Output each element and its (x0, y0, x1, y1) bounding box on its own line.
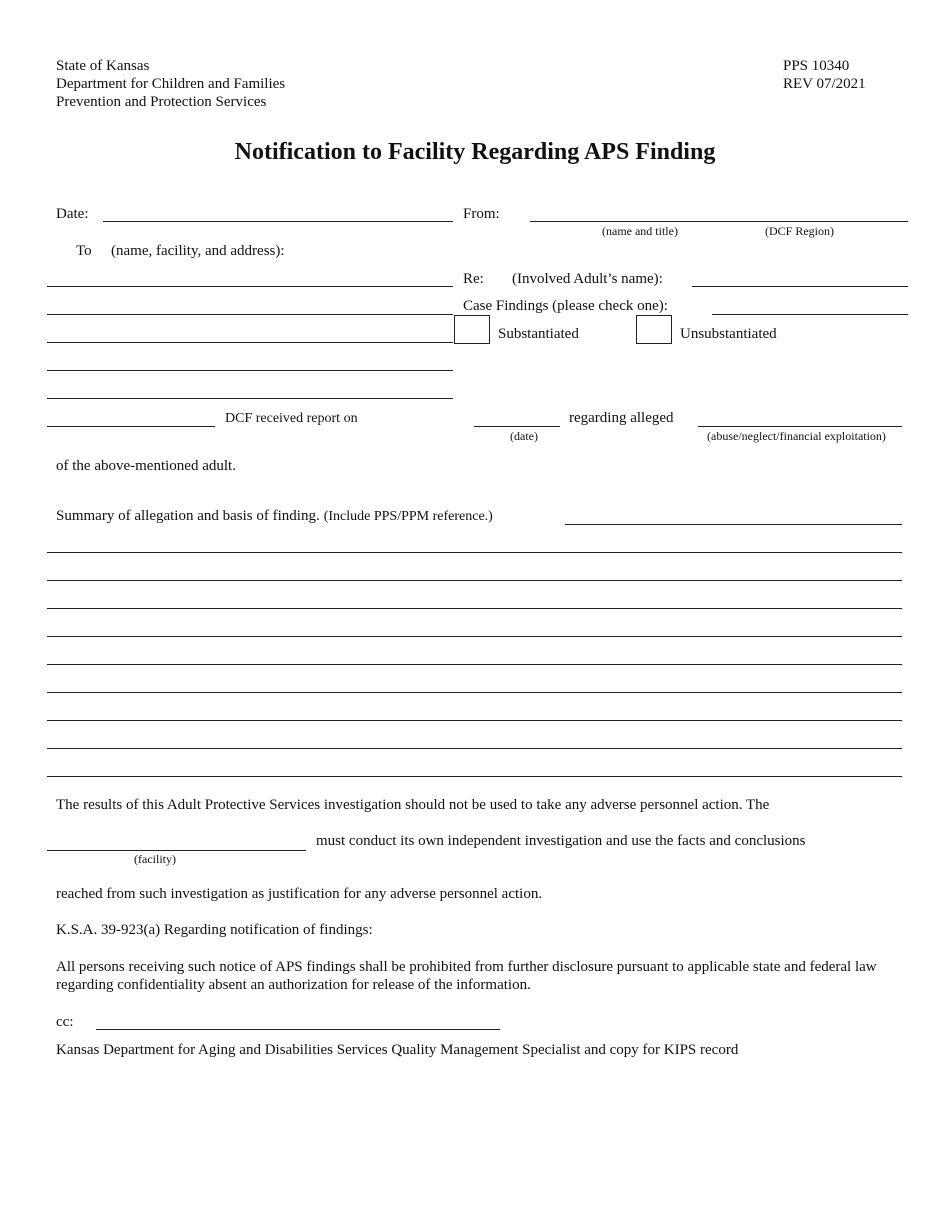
from-region-hint: (DCF Region) (765, 224, 834, 238)
summary-line[interactable] (47, 748, 902, 749)
regarding-label: regarding alleged (569, 410, 674, 426)
summary-line[interactable] (47, 580, 902, 581)
substantiated-label: Substantiated (498, 326, 579, 342)
to-address-line-5[interactable] (47, 398, 453, 399)
from-field[interactable] (530, 221, 908, 222)
summary-line[interactable] (47, 552, 902, 553)
summary-label: Summary of allegation and basis of finding. (56, 508, 320, 524)
page-title: Notification to Facility Regarding APS Finding (234, 139, 716, 165)
summary-line-0[interactable] (565, 524, 902, 525)
re-label: Re: (463, 271, 484, 287)
to-address-line-1[interactable] (47, 286, 453, 287)
kdads-text: Kansas Department for Aging and Disabilities Services Quality Management Specialist and copy for KIPS record (56, 1042, 739, 1058)
form-revision: REV 07/2021 (783, 76, 866, 92)
date-label: Date: (56, 206, 89, 222)
must-conduct-text: must conduct its own independent investigation and use the facts and conclusions (316, 833, 806, 849)
substantiated-checkbox[interactable] (454, 315, 490, 344)
ksa-text: K.S.A. 39-923(a) Regarding notification of findings: (56, 922, 373, 938)
to-label: To (76, 243, 92, 259)
dcf-received-label: DCF received report on (225, 411, 358, 426)
involved-adult-field[interactable] (692, 286, 908, 287)
unsubstantiated-checkbox[interactable] (636, 315, 672, 344)
disclosure-text: All persons receiving such notice of APS findings shall be prohibited from further disclosure pursuant to applicable state and federal law regarding confidentiality absent an authorization for release of the information. (56, 959, 877, 993)
from-label: From: (463, 206, 500, 222)
to-address-line-3[interactable] (47, 342, 453, 343)
received-by-field[interactable] (47, 426, 215, 427)
report-date-field[interactable] (474, 426, 560, 427)
org-line-3: Prevention and Protection Services (56, 94, 267, 110)
summary-line[interactable] (47, 664, 902, 665)
abuse-hint: (abuse/neglect/financial exploitation) (707, 429, 886, 443)
summary-hint: (Include PPS/PPM reference.) (323, 509, 493, 524)
case-findings-field[interactable] (712, 314, 908, 315)
date-field[interactable] (103, 221, 453, 222)
summary-line[interactable] (47, 776, 902, 777)
above-mentioned-text: of the above-mentioned adult. (56, 458, 236, 474)
summary-line[interactable] (47, 692, 902, 693)
to-address-line-4[interactable] (47, 370, 453, 371)
summary-line[interactable] (47, 636, 902, 637)
to-hint: (name, facility, and address): (111, 243, 285, 259)
results-text: The results of this Adult Protective Services investigation should not be used to take any adverse personnel action. The (56, 797, 770, 813)
org-line-2: Department for Children and Families (56, 76, 286, 92)
from-name-hint: (name and title) (602, 224, 678, 238)
re-hint: (Involved Adult’s name): (512, 271, 663, 287)
summary-label-row (56, 507, 493, 525)
date-hint: (date) (510, 429, 538, 443)
case-findings-label: Case Findings (please check one): (463, 298, 668, 314)
facility-hint: (facility) (134, 852, 176, 866)
cc-field[interactable] (96, 1029, 500, 1030)
summary-line[interactable] (47, 608, 902, 609)
to-address-line-2[interactable] (47, 314, 453, 315)
facility-field[interactable] (47, 850, 306, 851)
unsubstantiated-label: Unsubstantiated (680, 326, 777, 342)
org-line-1: State of Kansas (56, 58, 150, 74)
summary-line[interactable] (47, 720, 902, 721)
cc-label: cc: (56, 1014, 74, 1030)
form-number: PPS 10340 (783, 58, 850, 74)
allegation-type-field[interactable] (698, 426, 902, 427)
reached-text: reached from such investigation as justification for any adverse personnel action. (56, 886, 543, 902)
